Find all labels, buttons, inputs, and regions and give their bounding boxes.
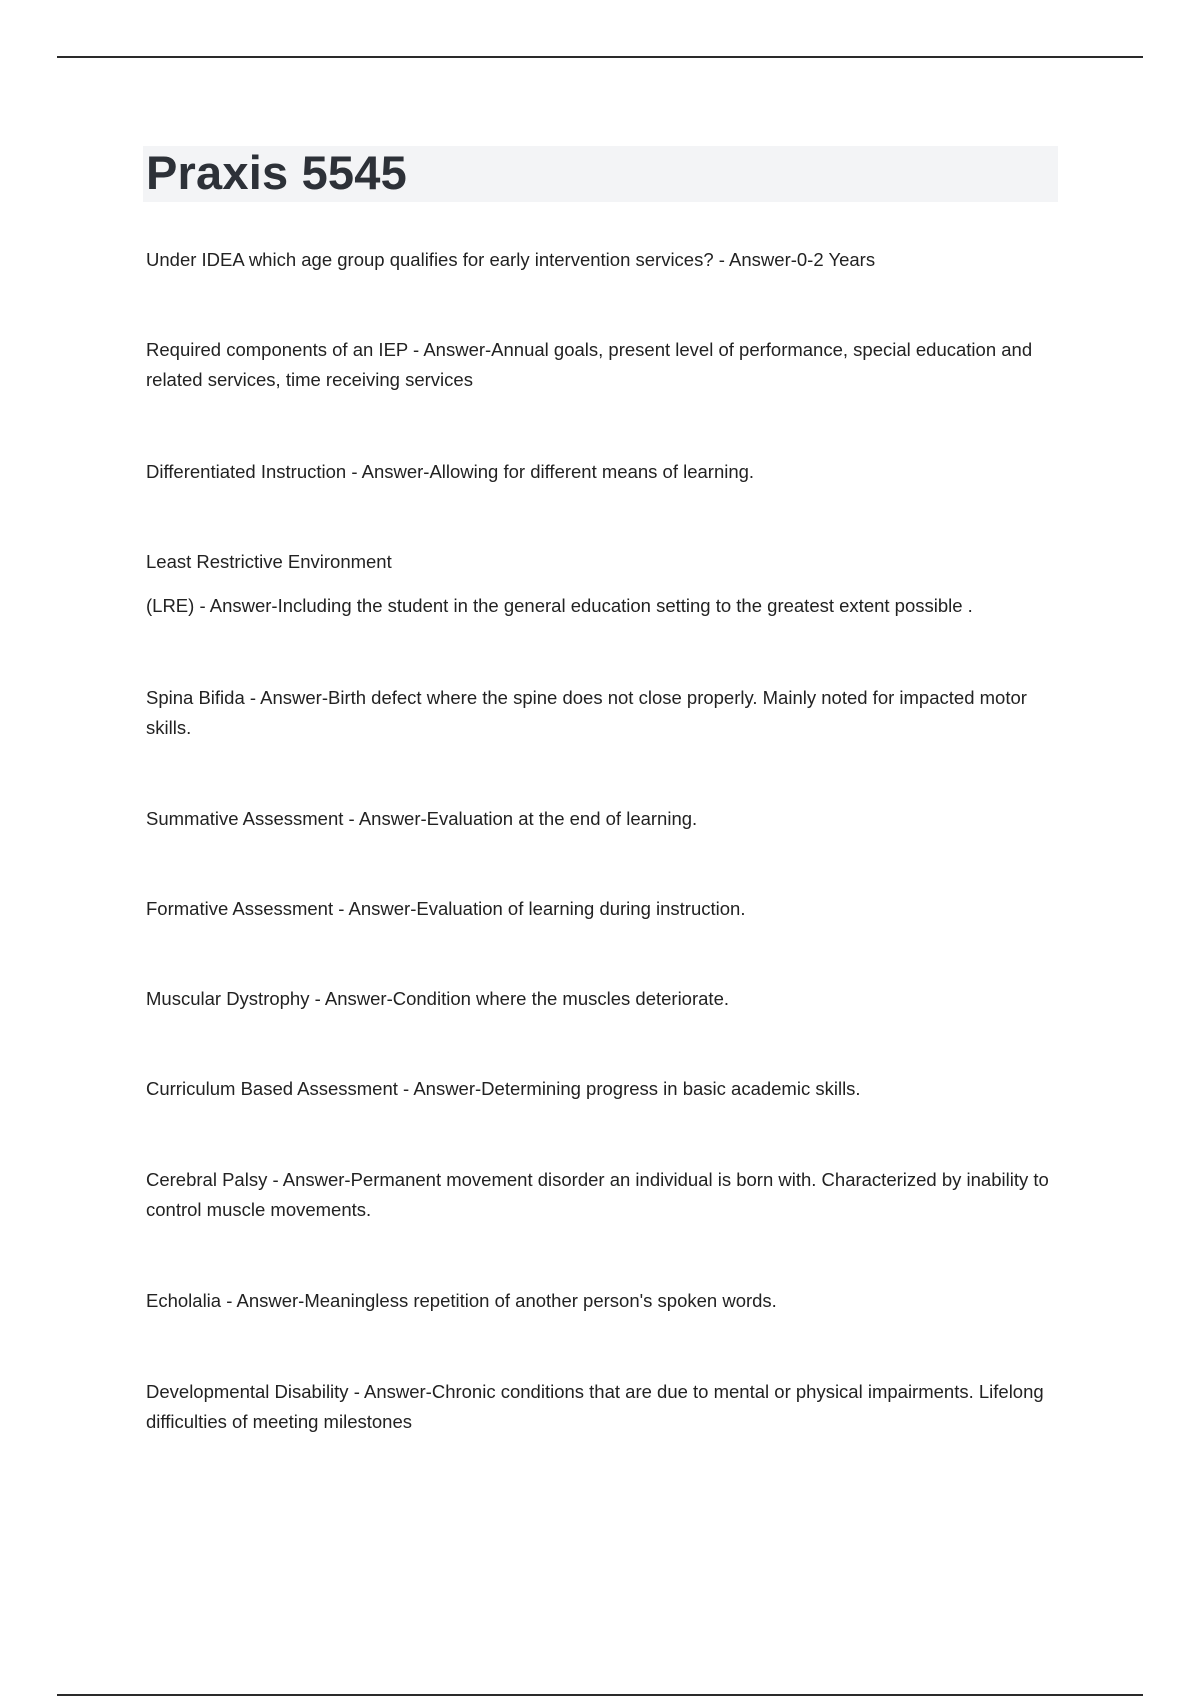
entry-text: Muscular Dystrophy - Answer-Condition where the muscles deteriorate. (146, 988, 729, 1009)
entry-text: Required components of an IEP - Answer-Annual goals, present level of performance, special education and related services, time receiving services (146, 339, 1033, 390)
entry-text: Spina Bifida - Answer-Birth defect where the spine does not close properly. Mainly noted for impacted motor skills. (146, 687, 1027, 738)
entry-text: Differentiated Instruction - Answer-Allowing for different means of learning. (146, 461, 755, 482)
flashcard-entry-formative-assessment (146, 894, 1066, 924)
entry-text: Echolalia - Answer-Meaningless repetition of another person's spoken words. (146, 1290, 777, 1311)
flashcard-entry-developmental-disability (146, 1377, 1066, 1437)
page-title: Praxis 5545 (146, 146, 407, 199)
entry-text: Curriculum Based Assessment - Answer-Determining progress in basic academic skills. (146, 1078, 861, 1099)
flashcard-entry-idea-age-group (146, 245, 1066, 275)
flashcard-entry-curriculum-based-assessment (146, 1074, 1066, 1104)
bottom-divider (57, 1694, 1143, 1696)
top-divider (57, 56, 1143, 58)
flashcard-entry-spina-bifida (146, 683, 1066, 743)
entry-text: Summative Assessment - Answer-Evaluation at the end of learning. (146, 808, 698, 829)
flashcard-entry-iep-components (146, 335, 1066, 395)
flashcard-entry-echolalia (146, 1286, 1066, 1316)
entry-text: Least Restrictive Environment (146, 551, 392, 572)
flashcard-entry-lre (146, 547, 1066, 621)
entry-text-continued: (LRE) - Answer-Including the student in the general education setting to the greatest extent possible . (146, 595, 973, 616)
entry-text: Developmental Disability - Answer-Chronic conditions that are due to mental or physical impairments. Lifelong difficulties of meeting milestones (146, 1381, 1044, 1432)
flashcard-entry-cerebral-palsy (146, 1165, 1066, 1225)
entry-text: Cerebral Palsy - Answer-Permanent movement disorder an individual is born with. Characterized by inability to control muscle movements. (146, 1169, 1049, 1220)
flashcard-entry-muscular-dystrophy (146, 984, 1066, 1014)
flashcard-entry-summative-assessment (146, 804, 1066, 834)
entry-text: Formative Assessment - Answer-Evaluation of learning during instruction. (146, 898, 746, 919)
entry-text: Under IDEA which age group qualifies for early intervention services? - Answer-0-2 Years (146, 249, 876, 270)
flashcard-entry-differentiated-instruction (146, 457, 1066, 487)
